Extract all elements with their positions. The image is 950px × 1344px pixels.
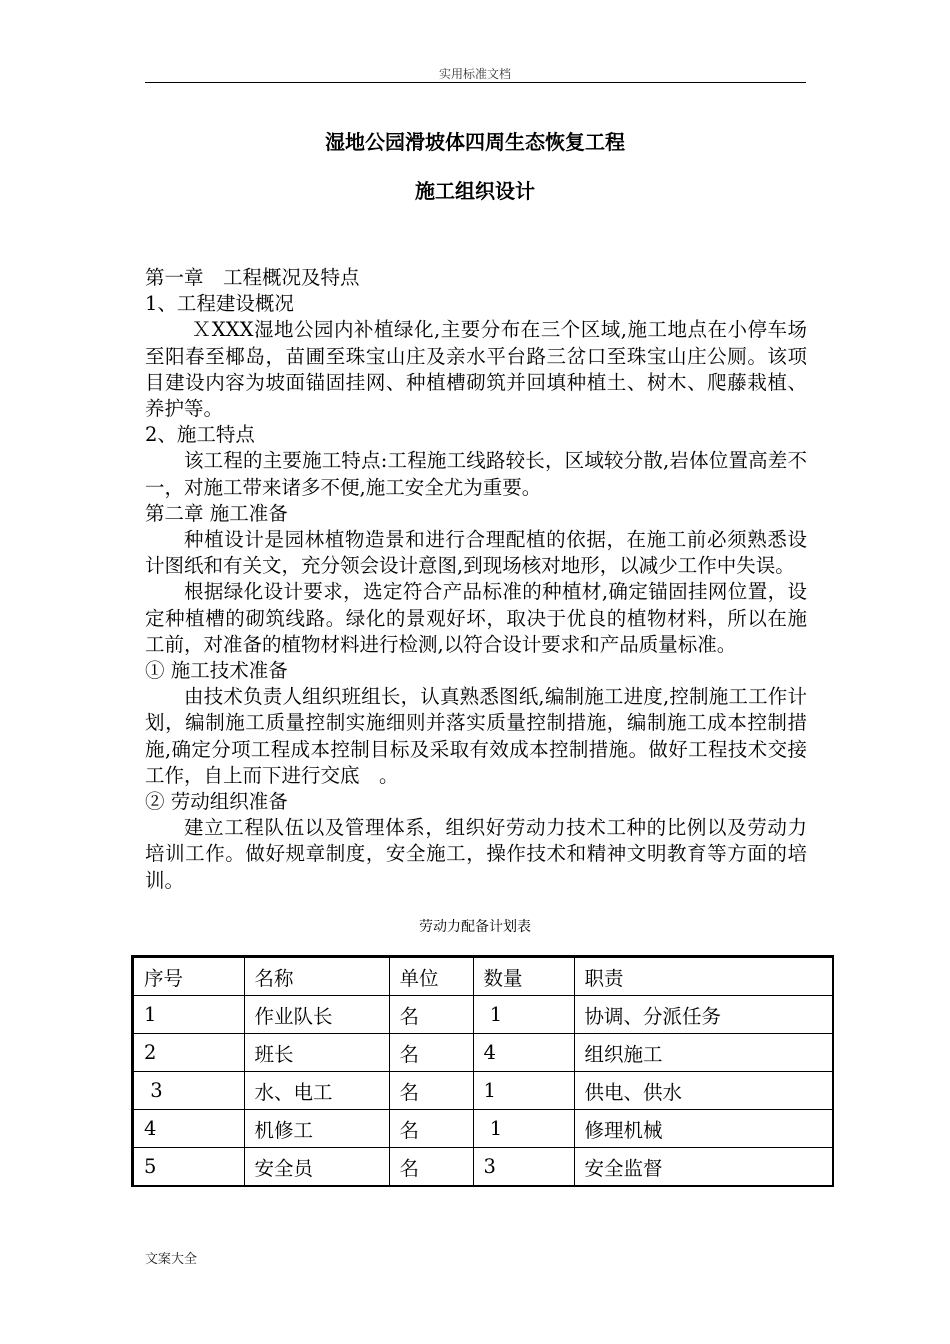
table-cell: 作业队长 (244, 996, 389, 1034)
subsection-heading: ② 劳动组织准备 (145, 790, 288, 814)
table-cell: 4 (134, 1110, 244, 1148)
paragraph: 由技术负责人组织班组长，认真熟悉图纸,编制施工进度,控制施工工作计划，编制施工质量控制实施细则并落实质量控制措施，编制施工成本控制措施,确定分项工程成本控制目标及采取有效成本控制措施。做好工程技术交接工作，自上而下进行交底 。 (145, 685, 807, 787)
table-cell: 安全员 (244, 1148, 389, 1186)
document-subtitle: 施工组织设计 (415, 179, 535, 203)
paragraph: 种植设计是园林植物造景和进行合理配植的依据，在施工前必须熟悉设计图纸和有关文，充分领会设计意图,到现场核对地形，以减少工作中失误。 (145, 528, 807, 578)
document-title: 湿地公园滑坡体四周生态恢复工程 (325, 130, 625, 154)
table-cell: 组织施工 (574, 1034, 833, 1072)
labor-table-frame (131, 955, 834, 1187)
labor-table (134, 958, 833, 1186)
table-cell: 2 (134, 1034, 244, 1072)
page-header: 实用标准文档 (438, 67, 511, 81)
page-footer: 文案大全 (145, 1252, 198, 1267)
header-rule (145, 82, 806, 83)
table-cell: 名 (389, 1110, 473, 1148)
table-cell: 3 (134, 1072, 244, 1110)
header-cell: 单位 (389, 958, 473, 996)
table-cell: 机修工 (244, 1110, 389, 1148)
table-row (134, 1148, 833, 1186)
table-cell: 3 (473, 1148, 574, 1186)
table-cell: 安全监督 (574, 1148, 833, 1186)
table-cell: 5 (134, 1148, 244, 1186)
table-cell: 1 (473, 1110, 574, 1148)
chapter-heading: 第二章 施工准备 (145, 501, 288, 525)
table-header-row (134, 958, 833, 996)
table-row (134, 1072, 833, 1110)
table-cell: 修理机械 (574, 1110, 833, 1148)
table-cell: 名 (389, 1072, 473, 1110)
table-cell: 供电、供水 (574, 1072, 833, 1110)
section-heading: 2、施工特点 (145, 423, 255, 447)
table-cell: 名 (389, 996, 473, 1034)
table-cell: 1 (473, 1072, 574, 1110)
table-cell: 1 (134, 996, 244, 1034)
table-row (134, 1034, 833, 1072)
table-cell: 4 (473, 1034, 574, 1072)
paragraph: 该工程的主要施工特点:工程施工线路较长，区域较分散,岩体位置高差不一，对施工带来诸多不便,施工安全尤为重要。 (145, 449, 807, 499)
header-cell: 序号 (134, 958, 244, 996)
header-cell: 名称 (244, 958, 389, 996)
table-cell: 水、电工 (244, 1072, 389, 1110)
section-heading: 1、工程建设概况 (145, 292, 294, 316)
document-body (145, 265, 807, 894)
table-row (134, 1110, 833, 1148)
table-cell: 班长 (244, 1034, 389, 1072)
chapter-heading: 第一章 工程概况及特点 (145, 266, 360, 289)
paragraph: 根据绿化设计要求，选定符合产品标准的种植材,确定锚固挂网位置，设定种植槽的砌筑线路。绿化的景观好坏，取决于优良的植物材料，所以在施工前，对准备的植物材料进行检测,以符合设计要求和产品质量标准。 (145, 580, 807, 656)
table-caption: 劳动力配备计划表 (419, 919, 531, 935)
table-row (134, 996, 833, 1034)
subsection-heading: ① 施工技术准备 (145, 659, 288, 683)
paragraph: ＸXXX湿地公园内补植绿化,主要分布在三个区域,施工地点在小停车场至阳春至椰岛，苗圃至珠宝山庄及亲水平台路三岔口至珠宝山庄公厕。该项目建设内容为坡面锚固挂网、种植槽砌筑并回填种植土、树木、爬藤栽植、养护等。 (145, 318, 807, 421)
table-cell: 1 (473, 996, 574, 1034)
table-cell: 名 (389, 1148, 473, 1186)
header-cell: 职责 (574, 958, 833, 996)
paragraph: 建立工程队伍以及管理体系，组织好劳动力技术工种的比例以及劳动力培训工作。做好规章制度，安全施工，操作技术和精神文明教育等方面的培训。 (145, 816, 807, 892)
table-cell: 名 (389, 1034, 473, 1072)
header-cell: 数量 (473, 958, 574, 996)
table-cell: 协调、分派任务 (574, 996, 833, 1034)
